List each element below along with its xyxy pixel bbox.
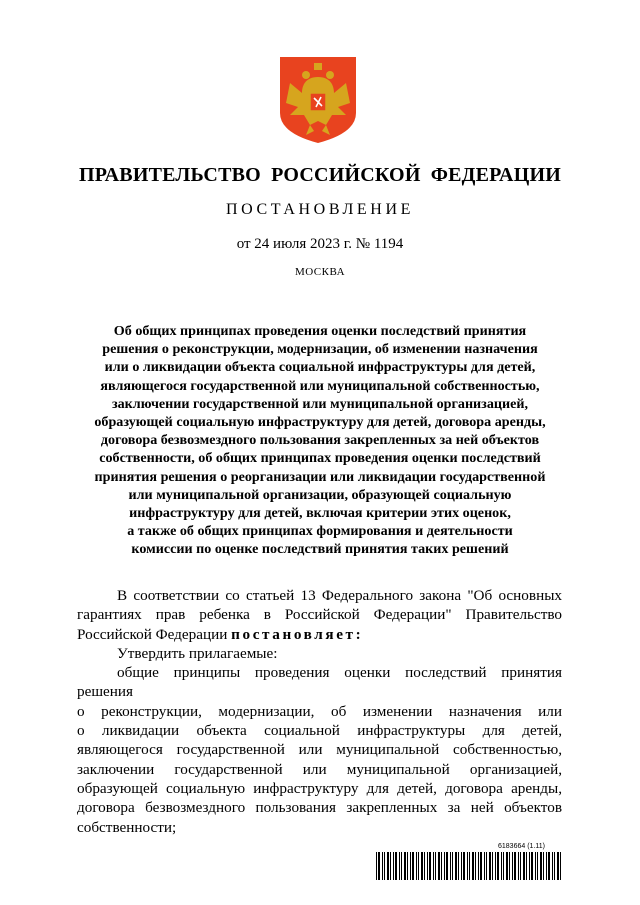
body-line: о ликвидации объекта социальной инфраструктуры для детей,: [77, 722, 562, 740]
title-line: собственности, об общих принципах проведения оценки последствий: [99, 450, 541, 467]
body-line: являющегося государственной или муниципальной собственностью,: [77, 741, 562, 759]
title-line: решения о реконструкции, модернизации, об изменении назначения: [102, 341, 538, 358]
title-line: являющегося государственной или муниципальной собственностью,: [100, 377, 540, 394]
body-line: [77, 625, 562, 644]
city-label: МОСКВА: [294, 266, 346, 278]
resolution-title: [70, 322, 570, 559]
barcode-number: 6183664 (1.11): [498, 843, 545, 850]
title-line: договора безвозмездного пользования закрепленных за ней объектов: [100, 432, 540, 449]
title-line: Об общих принципах проведения оценки последствий принятия: [113, 323, 527, 339]
body-line: о реконструкции, модернизации, об изменении назначения или: [77, 702, 562, 720]
body-text: Российской Федерации: [77, 625, 232, 643]
body-line: договора безвозмездного пользования закрепленных за ней объектов: [77, 799, 562, 817]
coat-of-arms-icon: [276, 55, 360, 145]
resolution-body: [77, 586, 562, 837]
title-line: или о ликвидации объекта социальной инфраструктуры для детей,: [104, 359, 536, 376]
body-line: гарантиях прав ребенка в Российской Федерации" Правительство: [77, 606, 562, 624]
title-line: комиссии по оценке последствий принятия таких решений: [131, 541, 509, 558]
title-line: а также об общих принципах формирования и деятельности: [127, 523, 513, 540]
document-date-number: от 24 июля 2023 г. № 1194: [236, 236, 404, 252]
body-line: собственности;: [77, 818, 177, 836]
decree-verb: постановляет:: [231, 625, 364, 643]
title-line: образующей социальную инфраструктуру для детей, договора аренды,: [94, 414, 546, 431]
title-line: принятия решения о реорганизации или ликвидации государственной: [94, 468, 546, 485]
body-line: Утвердить прилагаемые:: [117, 644, 278, 662]
title-line: инфраструктуру для детей, включая критерии этих оценок,: [129, 505, 511, 522]
document-type: ПОСТАНОВЛЕНИЕ: [226, 201, 414, 218]
body-line: общие принципы проведения оценки последствий принятия решения: [77, 664, 562, 701]
body-line: заключении государственной или муниципальной организацией,: [77, 760, 562, 778]
title-line: или муниципальной организации, образующей социальную: [128, 486, 512, 503]
barcode-icon: [376, 852, 564, 880]
government-title: ПРАВИТЕЛЬСТВО РОССИЙСКОЙ ФЕДЕРАЦИИ: [79, 164, 561, 186]
body-line: образующей социальную инфраструктуру для детей, договора аренды,: [77, 779, 562, 797]
title-line: заключении государственной или муниципальной организацией,: [111, 395, 529, 412]
body-line: В соответствии со статьей 13 Федерального закона "Об основных: [117, 587, 562, 604]
